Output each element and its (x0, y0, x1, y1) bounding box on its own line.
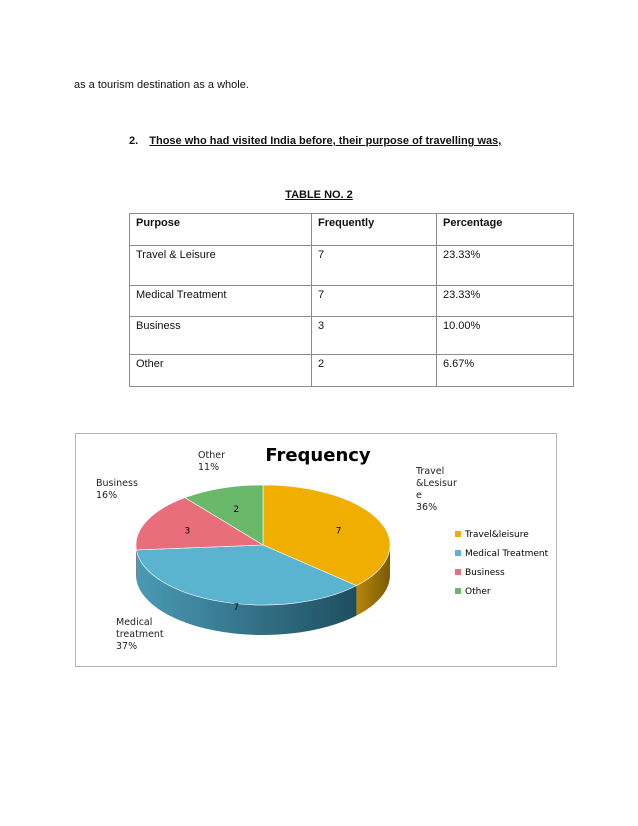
pie-value-label: 2 (233, 505, 240, 516)
cell-frequency: 3 (312, 317, 437, 355)
legend-label: Business (465, 568, 505, 578)
cell-frequency: 7 (312, 246, 437, 286)
chart-title: Frequency (265, 445, 371, 466)
section-heading (129, 135, 501, 147)
table-title: TABLE NO. 2 (285, 189, 353, 201)
cell-purpose: Other (130, 355, 312, 387)
pie-category-label: Travel &Lesisur e 36% (416, 466, 457, 513)
legend-label: Medical Treatment (465, 549, 549, 559)
pie-chart-svg (76, 434, 556, 666)
cell-purpose: Travel & Leisure (130, 246, 312, 286)
pie-category-label: Business 16% (96, 478, 138, 501)
legend-swatch (455, 569, 461, 575)
table-row (130, 286, 574, 317)
heading-text: Those who had visited India before, their purpose of travelling was, (149, 135, 502, 147)
cell-percentage: 6.67% (437, 355, 574, 387)
legend-label: Travel&leisure (465, 530, 529, 540)
intro-text: as a tourism destination as a whole. (74, 79, 249, 91)
table-header-row (130, 214, 574, 246)
cell-purpose: Medical Treatment (130, 286, 312, 317)
pie-category-label: Other 11% (198, 450, 225, 473)
legend-label: Other (465, 587, 491, 597)
pie-value-label: 7 (335, 526, 342, 537)
cell-purpose: Business (130, 317, 312, 355)
header-percentage: Percentage (437, 214, 574, 246)
purpose-table (129, 213, 574, 387)
table-row (130, 355, 574, 387)
cell-frequency: 7 (312, 286, 437, 317)
table-row (130, 317, 574, 355)
legend-swatch (455, 588, 461, 594)
cell-frequency: 2 (312, 355, 437, 387)
cell-percentage: 23.33% (437, 286, 574, 317)
cell-percentage: 23.33% (437, 246, 574, 286)
cell-percentage: 10.00% (437, 317, 574, 355)
legend-swatch (455, 550, 461, 556)
header-frequently: Frequently (312, 214, 437, 246)
heading-number: 2. (129, 135, 139, 147)
header-purpose: Purpose (130, 214, 312, 246)
pie-category-label: Medical treatment 37% (116, 617, 164, 652)
legend-swatch (455, 531, 461, 537)
pie-chart (75, 433, 557, 667)
pie-value-label: 7 (233, 602, 240, 613)
table-row (130, 246, 574, 286)
pie-value-label: 3 (184, 526, 191, 537)
